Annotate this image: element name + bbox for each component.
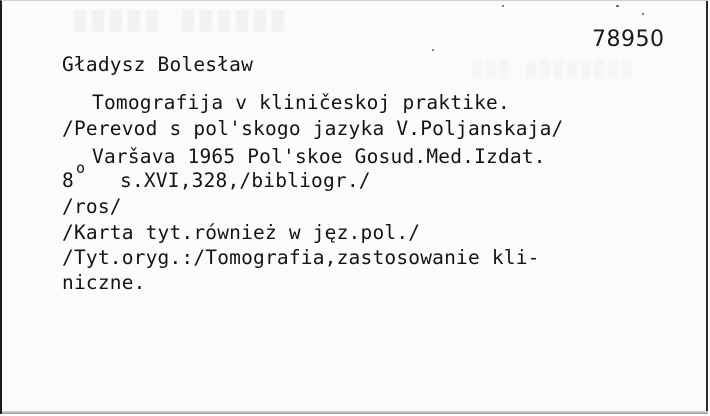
card-bottom-edge [2,411,708,414]
speck [502,5,504,7]
format-superscript: o [76,159,86,177]
pagination-line: s.XVI,328,/bibliogr./ [120,169,371,192]
original-title-continuation: niczne. [62,271,146,294]
format-number: 8 [62,169,74,192]
card-right-edge [706,1,708,414]
translator-line: /Perevod s pol'skogo jazyka V.Poljanskaja/ [62,117,564,140]
card-language-note: /Karta tyt.również w jęz.pol./ [62,221,421,244]
original-title-line: /Tyt.oryg.:/Tomografia,zastosowanie kli- [62,246,540,269]
speck [432,49,434,51]
speck [642,13,644,15]
language-note: /ros/ [62,195,122,218]
show-through-ghost-text-right: ▒▒▒ ▒▒▒▒▒▒▒▒ [472,61,636,79]
imprint-line: Varšava 1965 Pol'skoe Gosud.Med.Izdat. [92,145,546,168]
title-line: Tomografija v kliničeskoj praktike. [92,91,510,114]
speck [616,5,619,7]
author-heading: Gładysz Bolesław [62,53,254,76]
catalog-number: 78950 [592,27,665,52]
show-through-ghost-text: ▒▒▒▒▒ ▒▒▒▒▒▒ [74,11,291,34]
